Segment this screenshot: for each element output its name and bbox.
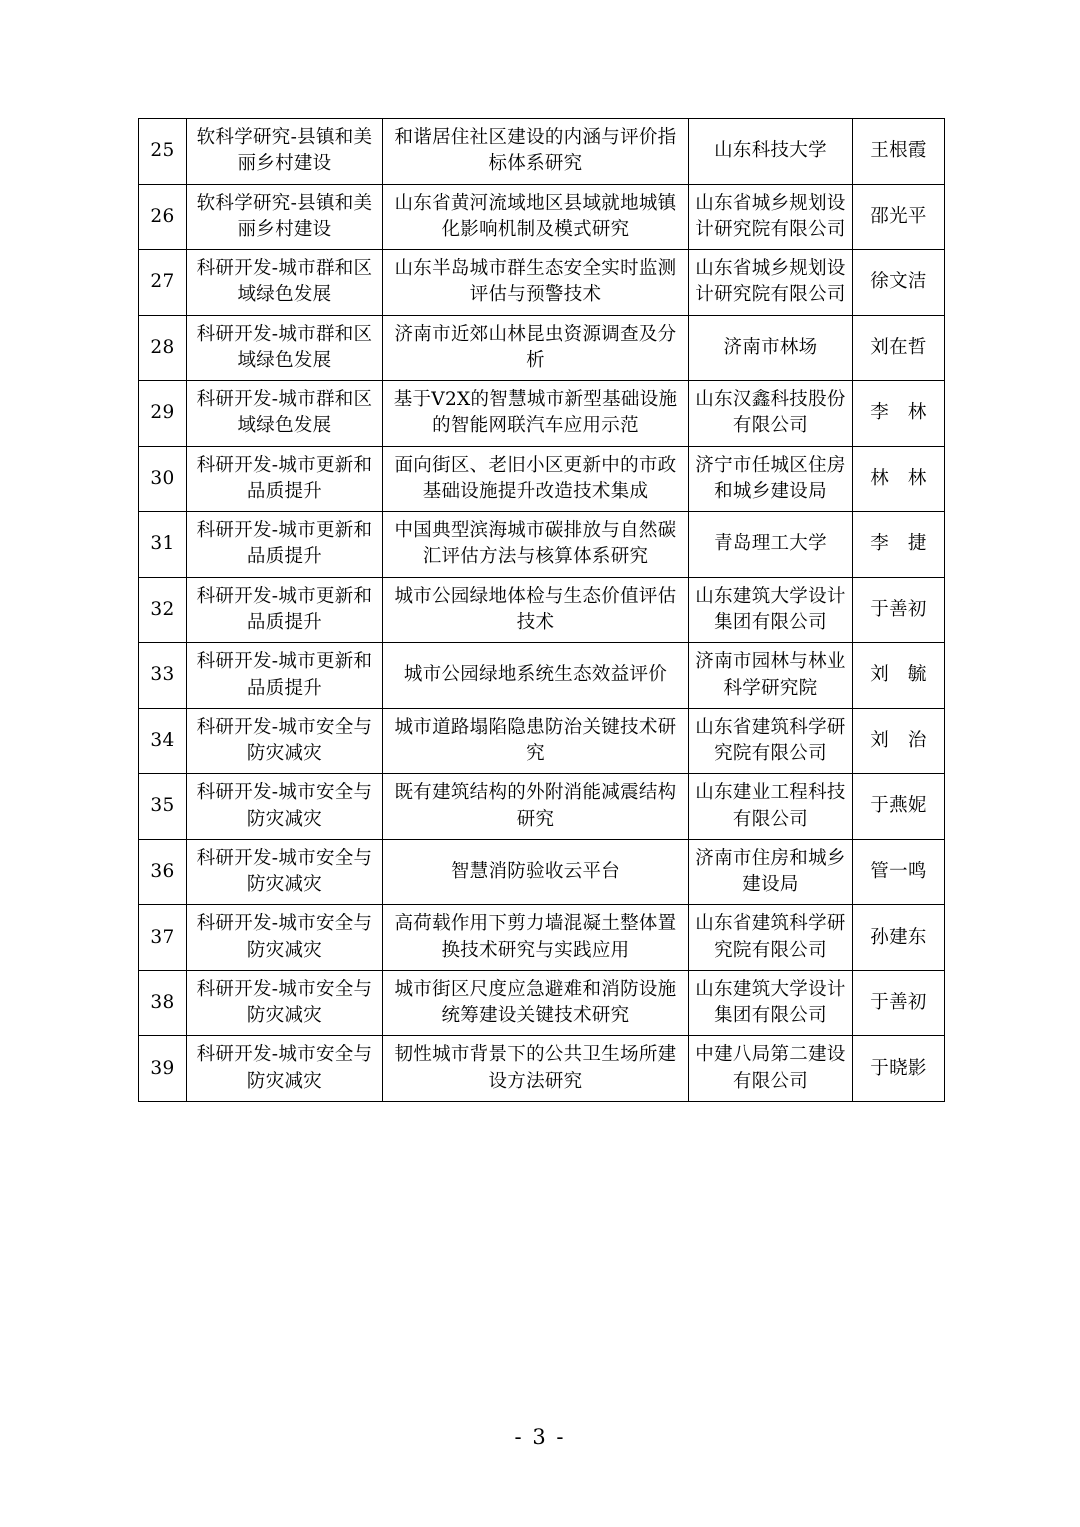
cell-index: 38 <box>139 970 187 1036</box>
cell-index: 32 <box>139 577 187 643</box>
cell-person: 管一鸣 <box>853 839 945 905</box>
table-row <box>139 446 945 512</box>
cell-title: 山东省黄河流域地区县域就地城镇化影响机制及模式研究 <box>383 184 689 250</box>
project-list-table-wrapper <box>138 118 944 1102</box>
cell-organization: 山东建筑大学设计集团有限公司 <box>689 577 853 643</box>
cell-person: 于晓影 <box>853 1036 945 1102</box>
cell-person: 刘 毓 <box>853 643 945 709</box>
cell-organization: 济南市林场 <box>689 315 853 381</box>
table-row <box>139 905 945 971</box>
cell-index: 26 <box>139 184 187 250</box>
cell-person: 邵光平 <box>853 184 945 250</box>
cell-organization: 青岛理工大学 <box>689 512 853 578</box>
cell-organization: 济宁市任城区住房和城乡建设局 <box>689 446 853 512</box>
cell-title: 城市道路塌陷隐患防治关键技术研究 <box>383 708 689 774</box>
cell-title: 和谐居住社区建设的内涵与评价指标体系研究 <box>383 119 689 185</box>
cell-category: 科研开发-城市安全与防灾减灾 <box>187 905 383 971</box>
cell-category: 软科学研究-县镇和美丽乡村建设 <box>187 119 383 185</box>
cell-person: 于善初 <box>853 577 945 643</box>
cell-title: 济南市近郊山林昆虫资源调查及分析 <box>383 315 689 381</box>
cell-person: 刘在哲 <box>853 315 945 381</box>
cell-category: 科研开发-城市安全与防灾减灾 <box>187 1036 383 1102</box>
cell-category: 科研开发-城市安全与防灾减灾 <box>187 839 383 905</box>
cell-category: 科研开发-城市安全与防灾减灾 <box>187 970 383 1036</box>
table-row <box>139 839 945 905</box>
cell-title: 韧性城市背景下的公共卫生场所建设方法研究 <box>383 1036 689 1102</box>
cell-title: 面向街区、老旧小区更新中的市政基础设施提升改造技术集成 <box>383 446 689 512</box>
cell-person: 徐文洁 <box>853 250 945 316</box>
table-row <box>139 708 945 774</box>
cell-title: 智慧消防验收云平台 <box>383 839 689 905</box>
cell-category: 科研开发-城市群和区域绿色发展 <box>187 315 383 381</box>
project-list-table <box>138 118 945 1102</box>
cell-category: 软科学研究-县镇和美丽乡村建设 <box>187 184 383 250</box>
cell-index: 25 <box>139 119 187 185</box>
cell-index: 35 <box>139 774 187 840</box>
cell-index: 34 <box>139 708 187 774</box>
page-number: - 3 - <box>514 1425 566 1449</box>
cell-title: 既有建筑结构的外附消能减震结构研究 <box>383 774 689 840</box>
cell-index: 31 <box>139 512 187 578</box>
cell-person: 于善初 <box>853 970 945 1036</box>
cell-category: 科研开发-城市更新和品质提升 <box>187 577 383 643</box>
table-row <box>139 970 945 1036</box>
cell-title: 城市公园绿地体检与生态价值评估技术 <box>383 577 689 643</box>
cell-person: 刘 治 <box>853 708 945 774</box>
table-row <box>139 250 945 316</box>
table-row <box>139 577 945 643</box>
cell-organization: 山东省建筑科学研究院有限公司 <box>689 708 853 774</box>
cell-index: 39 <box>139 1036 187 1102</box>
cell-title: 城市公园绿地系统生态效益评价 <box>383 643 689 709</box>
table-row <box>139 1036 945 1102</box>
cell-index: 29 <box>139 381 187 447</box>
cell-organization: 山东科技大学 <box>689 119 853 185</box>
cell-category: 科研开发-城市更新和品质提升 <box>187 643 383 709</box>
cell-person: 于燕妮 <box>853 774 945 840</box>
cell-title: 城市街区尺度应急避难和消防设施统筹建设关键技术研究 <box>383 970 689 1036</box>
cell-index: 33 <box>139 643 187 709</box>
cell-title: 山东半岛城市群生态安全实时监测评估与预警技术 <box>383 250 689 316</box>
cell-category: 科研开发-城市安全与防灾减灾 <box>187 774 383 840</box>
cell-organization: 山东汉鑫科技股份有限公司 <box>689 381 853 447</box>
table-body <box>139 119 945 1102</box>
cell-title: 中国典型滨海城市碳排放与自然碳汇评估方法与核算体系研究 <box>383 512 689 578</box>
table-row <box>139 512 945 578</box>
cell-organization: 济南市园林与林业科学研究院 <box>689 643 853 709</box>
table-row <box>139 774 945 840</box>
table-row <box>139 119 945 185</box>
cell-index: 28 <box>139 315 187 381</box>
cell-organization: 中建八局第二建设有限公司 <box>689 1036 853 1102</box>
cell-index: 30 <box>139 446 187 512</box>
cell-index: 27 <box>139 250 187 316</box>
cell-title: 基于V2X的智慧城市新型基础设施的智能网联汽车应用示范 <box>383 381 689 447</box>
cell-organization: 山东省城乡规划设计研究院有限公司 <box>689 250 853 316</box>
cell-category: 科研开发-城市更新和品质提升 <box>187 512 383 578</box>
table-row <box>139 184 945 250</box>
cell-person: 孙建东 <box>853 905 945 971</box>
cell-person: 王根霞 <box>853 119 945 185</box>
cell-person: 林 林 <box>853 446 945 512</box>
table-row <box>139 643 945 709</box>
cell-index: 37 <box>139 905 187 971</box>
cell-index: 36 <box>139 839 187 905</box>
cell-title: 高荷载作用下剪力墙混凝土整体置换技术研究与实践应用 <box>383 905 689 971</box>
cell-category: 科研开发-城市群和区域绿色发展 <box>187 381 383 447</box>
cell-organization: 济南市住房和城乡建设局 <box>689 839 853 905</box>
cell-person: 李 捷 <box>853 512 945 578</box>
cell-organization: 山东建业工程科技有限公司 <box>689 774 853 840</box>
cell-organization: 山东建筑大学设计集团有限公司 <box>689 970 853 1036</box>
cell-organization: 山东省建筑科学研究院有限公司 <box>689 905 853 971</box>
cell-category: 科研开发-城市群和区域绿色发展 <box>187 250 383 316</box>
cell-category: 科研开发-城市安全与防灾减灾 <box>187 708 383 774</box>
cell-person: 李 林 <box>853 381 945 447</box>
cell-organization: 山东省城乡规划设计研究院有限公司 <box>689 184 853 250</box>
table-row <box>139 381 945 447</box>
table-row <box>139 315 945 381</box>
cell-category: 科研开发-城市更新和品质提升 <box>187 446 383 512</box>
